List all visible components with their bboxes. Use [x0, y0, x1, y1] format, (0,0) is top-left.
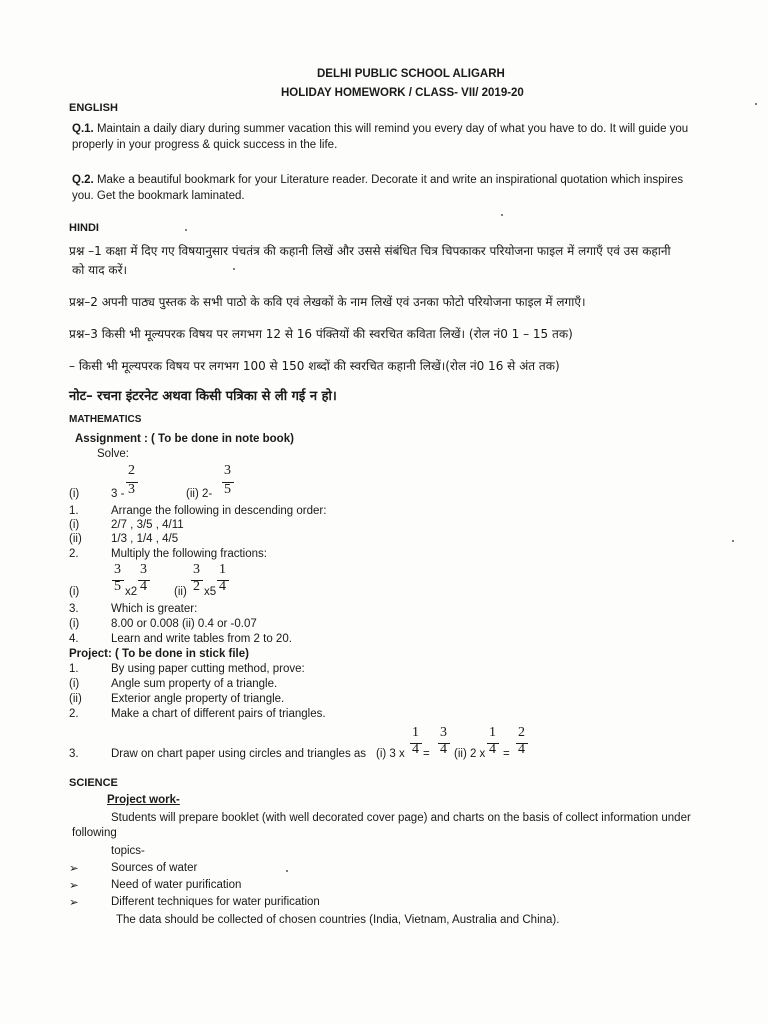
- math-p2-text: Make a chart of different pairs of triangles.: [111, 708, 326, 720]
- q2-ii-a-numerator: 3: [193, 562, 200, 577]
- english-q2: [72, 172, 732, 204]
- q2-i-a-denominator: 5: [114, 579, 121, 594]
- q2-i-a-numerator: 3: [114, 562, 121, 577]
- scan-speck: [185, 229, 187, 231]
- hindi-q2: प्रश्न–2 अपनी पाठ्य पुस्तक के सभी पाठो के कवि एवं लेखकों के नाम लिखें एवं उनका फोटो परियोजना फाइल में लगाएँ।: [69, 295, 586, 309]
- english-q2-line2: you. Get the bookmark laminated.: [72, 190, 245, 202]
- q2-ii-a-denominator: 2: [193, 579, 200, 594]
- science-intro-line2: following: [72, 827, 117, 839]
- math-assignment: Assignment : ( To be done in note book): [75, 433, 294, 445]
- q2-i-multiplier: x2: [125, 586, 138, 598]
- science-intro-line1: Students will prepare booklet (with well decorated cover page) and charts on the basis of collect information under: [111, 812, 691, 824]
- math-q1-text: Arrange the following in descending order:: [111, 505, 327, 517]
- q2-ii-b-denominator: 4: [219, 579, 226, 594]
- scan-speck: [501, 214, 503, 216]
- hindi-q3b: – किसी भी मूल्यपरक विषय पर लगभग 100 से 150 शब्दों की स्वरचित कहानी लिखें।(रोल नं0 16 से अंत तक): [69, 359, 560, 373]
- document-subtitle: HOLIDAY HOMEWORK / CLASS- VII/ 2019-20: [281, 87, 524, 99]
- english-q1: [72, 121, 732, 153]
- math-p2-number: 2.: [69, 708, 79, 720]
- hindi-note: नोट– रचना इंटरनेट अथवा किसी पत्रिका से ली गई न हो।: [69, 389, 337, 404]
- english-q2-line1: Make a beautiful bookmark for your Literature reader. Decorate it and write an inspirational quotation which inspires: [96, 174, 684, 186]
- math-q4-text: Learn and write tables from 2 to 20.: [111, 633, 292, 645]
- scan-speck: [286, 870, 288, 872]
- hindi-q1-line2: को याद करें।: [72, 263, 128, 277]
- bullet-icon: ➢: [69, 880, 79, 892]
- math-p1-i: Angle sum property of a triangle.: [111, 678, 278, 690]
- math-q3-number: 3.: [69, 603, 79, 615]
- p3-ii-result-numerator: 2: [518, 725, 525, 740]
- solve-ii-denominator: 5: [224, 482, 231, 497]
- english-q1-line2: properly in your progress & quick success in the life.: [72, 139, 338, 151]
- math-q1-ii-label: (ii): [69, 533, 82, 545]
- solve-i-numerator: 2: [128, 463, 135, 478]
- math-q1-ii: 1/3 , 1/4 , 4/5: [111, 533, 179, 545]
- p3-i-numerator: 1: [412, 725, 419, 740]
- math-q1-number: 1.: [69, 505, 79, 517]
- p3-ii-denominator: 4: [489, 742, 496, 757]
- math-p1-number: 1.: [69, 663, 79, 675]
- math-solve: Solve:: [97, 448, 129, 460]
- p3-ii-numerator: 1: [489, 725, 496, 740]
- scan-speck: [755, 103, 757, 105]
- solve-i-lead: 3 -: [111, 488, 125, 500]
- bullet-icon: ➢: [69, 863, 79, 875]
- math-p1-ii-label: (ii): [69, 693, 82, 705]
- p3-i-result-denominator: 4: [440, 742, 447, 757]
- math-project: Project: ( To be done in stick file): [69, 648, 249, 660]
- math-q3-i: 8.00 or 0.008 (ii) 0.4 or -0.07: [111, 618, 257, 630]
- solve-i-label: (i): [69, 488, 80, 500]
- math-q2-number: 2.: [69, 548, 79, 560]
- q2-i-b-denominator: 4: [140, 579, 147, 594]
- math-p3-number: 3.: [69, 748, 79, 760]
- q2-ii-b-numerator: 1: [219, 562, 226, 577]
- p3-i-denominator: 4: [412, 742, 419, 757]
- scan-speck: [233, 268, 235, 270]
- hindi-q1-line1: प्रश्न –1 कक्षा में दिए गए विषयानुसार पंचतंत्र की कहानी लिखें और उससे संबंधित चित्र चिपकाकर परियोजना फाइल में लगाएँ एवं उस कहानी: [69, 244, 671, 258]
- english-heading: ENGLISH: [69, 102, 118, 114]
- solve-ii-numerator: 3: [224, 463, 231, 478]
- math-q1-i-label: (i): [69, 519, 80, 531]
- q2-i-b-numerator: 3: [140, 562, 147, 577]
- math-p3-text: Draw on chart paper using circles and triangles as: [111, 748, 367, 760]
- school-name: DELHI PUBLIC SCHOOL ALIGARH: [317, 68, 505, 80]
- science-project-work: Project work-: [107, 794, 180, 806]
- science-topic-item: Sources of water: [111, 862, 198, 874]
- solve-i-denominator: 3: [128, 482, 135, 497]
- p3-i-lead: (i) 3 x: [376, 748, 405, 760]
- english-q1-number: Q.1.: [72, 123, 94, 135]
- p3-ii-result-denominator: 4: [518, 742, 525, 757]
- math-p1-text: By using paper cutting method, prove:: [111, 663, 305, 675]
- q2-ii-multiplier: x5: [204, 586, 217, 598]
- p3-equals-1: =: [423, 748, 430, 760]
- solve-ii-lead: (ii) 2-: [186, 488, 213, 500]
- hindi-heading: HINDI: [69, 222, 99, 234]
- science-closing: The data should be collected of chosen countries (India, Vietnam, Australia and China).: [116, 914, 560, 926]
- science-heading: SCIENCE: [69, 777, 118, 789]
- math-q1-i: 2/7 , 3/5 , 4/11: [111, 519, 184, 531]
- math-p1-i-label: (i): [69, 678, 80, 690]
- math-q3-i-label: (i): [69, 618, 80, 630]
- math-heading: MATHEMATICS: [69, 414, 142, 425]
- math-q2-text: Multiply the following fractions:: [111, 548, 267, 560]
- scan-speck: [732, 540, 734, 542]
- math-q4-number: 4.: [69, 633, 79, 645]
- math-q2-ii-label: (ii): [174, 586, 187, 598]
- english-q1-line1: Maintain a daily diary during summer vacation this will remind you every day of what you have to do. It will guide you: [96, 123, 689, 135]
- p3-equals-2: =: [503, 748, 510, 760]
- english-q2-number: Q.2.: [72, 174, 94, 186]
- p3-i-result-numerator: 3: [440, 725, 447, 740]
- hindi-q3: प्रश्न–3 किसी भी मूल्यपरक विषय पर लगभग 12 से 16 पंक्तियों की स्वरचित कविता लिखें। (रोल नं0 1 – 15 तक): [69, 327, 573, 341]
- science-topic-item: Different techniques for water purification: [111, 896, 320, 908]
- science-topic-item: Need of water purification: [111, 879, 242, 891]
- math-p1-ii: Exterior angle property of triangle.: [111, 693, 285, 705]
- p3-ii-lead: (ii) 2 x: [454, 748, 486, 760]
- math-q2-i-label: (i): [69, 586, 80, 598]
- math-q3-text: Which is greater:: [111, 603, 198, 615]
- bullet-icon: ➢: [69, 897, 79, 909]
- science-topics-label: topics-: [111, 845, 145, 857]
